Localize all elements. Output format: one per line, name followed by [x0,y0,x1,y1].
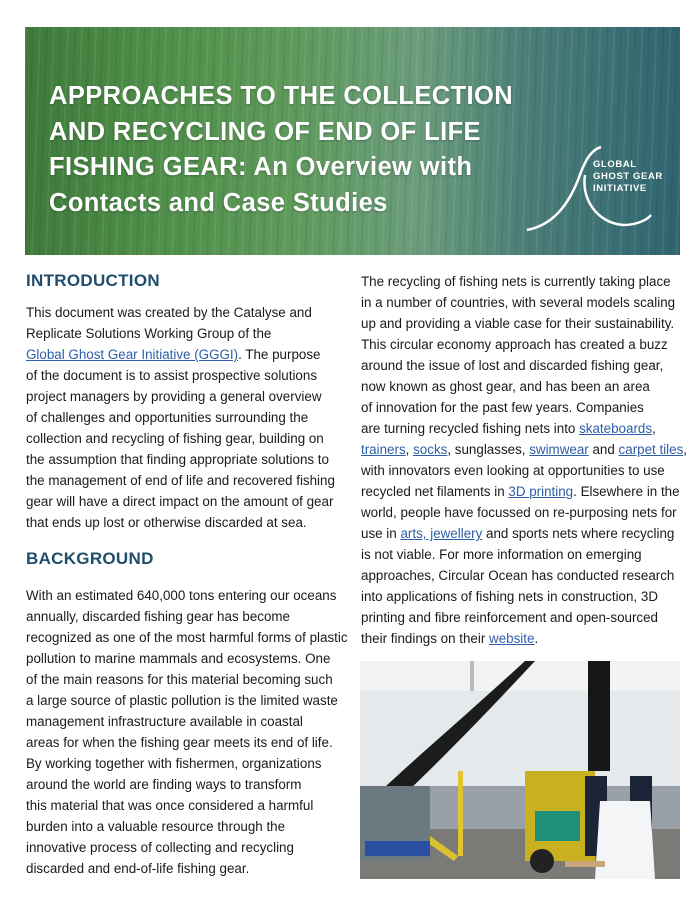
text-line: of the document is to assist prospective solutions [26,368,318,383]
text-line: annually, discarded fishing gear has become [26,609,291,624]
title-line: Contacts and Case Studies [49,188,388,217]
text-line: pollution to marine mammals and ecosystems. One [26,651,331,666]
text-line: this material that was once considered a harmful [26,798,314,813]
text-line: Global Ghost Gear Initiative (GGGI). The purpose [26,347,321,362]
text-line: use in arts, jewellery and sports nets where recycling [361,526,675,541]
gggi-logo [523,145,663,235]
text-line: areas for when the fishing gear meets its end of life. [26,735,333,750]
title-line: FISHING GEAR: An Overview with [49,153,473,181]
text-line: This document was created by the Catalyse and [26,305,312,320]
text-line: Replicate Solutions Working Group of the [26,326,272,341]
text-line: recycled net filaments in 3D printing. Elsewhere in the [361,484,680,499]
inline-link[interactable]: arts, jewellery [400,526,483,541]
inline-link[interactable]: swimwear [529,442,589,457]
text-line: is not viable. For more information on emerging [361,547,642,562]
text-line: with innovators even looking at opportunities to use [361,463,665,478]
inline-link[interactable]: 3D printing [508,484,574,499]
cover-banner [25,27,680,255]
background-text [26,585,348,879]
text-line: in a number of countries, with several models scaling [361,295,676,310]
text-line: innovative process of collecting and recycling [26,840,294,855]
text-line: world, people have focussed on re-purposing nets for [361,505,677,520]
text-line: of the main reasons for this material becoming such [26,672,333,687]
text-line: of challenges and opportunities surrounding the [26,410,309,425]
logo-text-line: GLOBAL [593,159,637,170]
text-line: burden into a valuable resource through the [26,819,286,834]
text-line: are turning recycled fishing nets into skateboards, [361,421,656,436]
text-line: printing and fibre reinforcement and open-sourced [361,610,659,625]
text-line: of innovation for the past few years. Companies [361,400,644,415]
inline-link[interactable]: website [489,631,535,646]
text-line: trainers, socks, sunglasses, swimwear and carpet tiles, [361,442,688,457]
inline-link[interactable]: trainers [361,442,406,457]
text-line: gear will have a direct impact on the amount of gear [26,494,334,509]
text-line: around the world are finding ways to transform [26,777,302,792]
text-line: the management of end of life and recovered fishing [26,473,335,488]
text-line: into applications of fishing nets in construction, 3D [361,589,658,604]
title-line: AND RECYCLING OF END OF LIFE [49,117,481,146]
inline-link[interactable]: socks [413,442,448,457]
text-line: the assumption that finding appropriate solutions to [26,452,329,467]
text-line: management infrastructure available in coastal [26,714,303,729]
text-line: With an estimated 640,000 tons entering our oceans [26,588,337,603]
text-line: By working together with fishermen, organizations [26,756,322,771]
logo-text-line: INITIATIVE [593,183,647,194]
introduction-heading: INTRODUCTION [26,271,160,290]
document-title [49,79,513,221]
text-line: recognized as one of the most harmful forms of plastic [26,630,348,645]
text-line: now known as ghost gear, and has been an area [361,379,650,394]
text-line: a large source of plastic pollution is the limited waste [26,693,338,708]
text-line: The recycling of fishing nets is currently taking place [361,274,671,289]
inline-link[interactable]: skateboards [579,421,653,436]
logo-text-line: GHOST GEAR [593,171,663,182]
warehouse-photo [360,661,680,879]
title-line: APPROACHES TO THE COLLECTION [49,82,514,110]
text-line: around the issue of lost and discarded fishing gear, [361,358,664,373]
recycling-text [361,271,687,649]
text-line: collection and recycling of fishing gear, building on [26,431,324,446]
text-line: This circular economy approach has created a buzz [361,337,668,352]
text-line: up and providing a viable case for their sustainability. [361,316,675,331]
background-heading: BACKGROUND [26,549,154,568]
text-line: approaches, Circular Ocean has conducted research [361,568,675,583]
introduction-text [26,302,335,533]
text-line: discarded and end-of-life fishing gear. [26,861,250,876]
text-line: that ends up lost or otherwise discarded at sea. [26,515,307,530]
net-recycling-photo [360,661,680,879]
inline-link[interactable]: carpet tiles [618,442,684,457]
text-line: project managers by providing a general overview [26,389,322,404]
inline-link[interactable]: Global Ghost Gear Initiative (GGGI) [26,347,239,362]
text-line: their findings on their website. [361,631,539,646]
